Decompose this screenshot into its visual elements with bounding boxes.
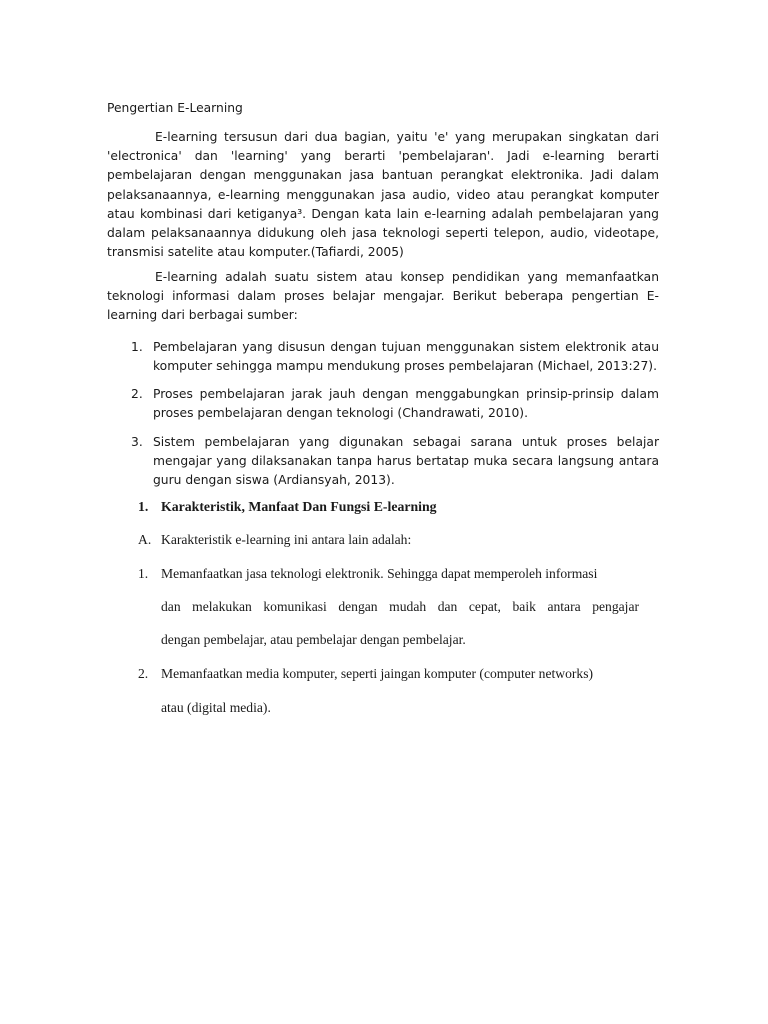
section-title: Karakteristik, Manfaat Dan Fungsi E-learning [161,499,437,514]
list-number: 3. [131,435,143,449]
list-number: 2. [138,666,149,681]
list-item [0,566,768,588]
subsection-marker: A. [138,532,152,547]
list-number: 2. [131,387,143,401]
paragraph-intro: E-learning adalah suatu sistem atau konsep pendidikan yang memanfaatkan teknologi informasi dalam proses belajar mengajar. Berikut beberapa pengertian E-learning dari berbagai sumber: [107,270,659,323]
list-number: 1. [138,566,149,581]
paragraph-definition: E-learning tersusun dari dua bagian, yaitu 'e' yang merupakan singkatan dari 'electronica' dan 'learning' yang berarti 'pembelajaran'. Jadi e-learning berarti pembelajaran dengan menggunakan jasa bantuan perangkat elektronika. Jadi dalam pelaksanaannya, e-learning menggunakan jasa audio, video atau perangkat komputer atau kombinasi dari ketiganya³. Dengan kata lain e-learning adalah pembelajaran yang dalam pelaksanaannya didukung oleh jasa teknologi seperti telepon, audio, videotape, transmisi satelite atau komputer.(Tafiardi, 2005) [107,130,659,260]
list-item-line: atau (digital media). [161,700,271,715]
list-item [0,666,768,688]
list-item-line: Memanfaatkan jasa teknologi elektronik. Sehingga dapat memperoleh informasi [161,566,598,581]
list-item-text: Sistem pembelajaran yang digunakan sebagai sarana untuk proses belajar mengajar yang dilaksanakan tanpa harus bertatap muka secara langsung antara guru dengan siswa (Ardiansyah, 2013). [153,435,659,488]
subsection-heading [0,532,768,554]
section-heading [0,499,768,521]
page-title: Pengertian E-Learning [107,101,243,115]
list-number: 1. [131,340,143,354]
section-number: 1. [138,499,149,514]
list-item-text: Pembelajaran yang disusun dengan tujuan menggunakan sistem elektronik atau komputer sehingga mampu mendukung proses pembelajaran (Michael, 2013:27). [153,340,659,374]
list-item-text: Proses pembelajaran jarak jauh dengan menggabungkan prinsip-prinsip dalam proses pembelajaran dengan teknologi (Chandrawati, 2010). [153,387,659,421]
list-item-line: dengan pembelajar, atau pembelajar dengan pembelajar. [161,632,466,647]
list-item-line: Memanfaatkan media komputer, seperti jaingan komputer (computer networks) [161,666,594,681]
subsection-title: Karakteristik e-learning ini antara lain adalah: [161,532,412,547]
list-item-line: dan melakukan komunikasi dengan mudah dan cepat, baik antara pengajar [161,599,639,614]
